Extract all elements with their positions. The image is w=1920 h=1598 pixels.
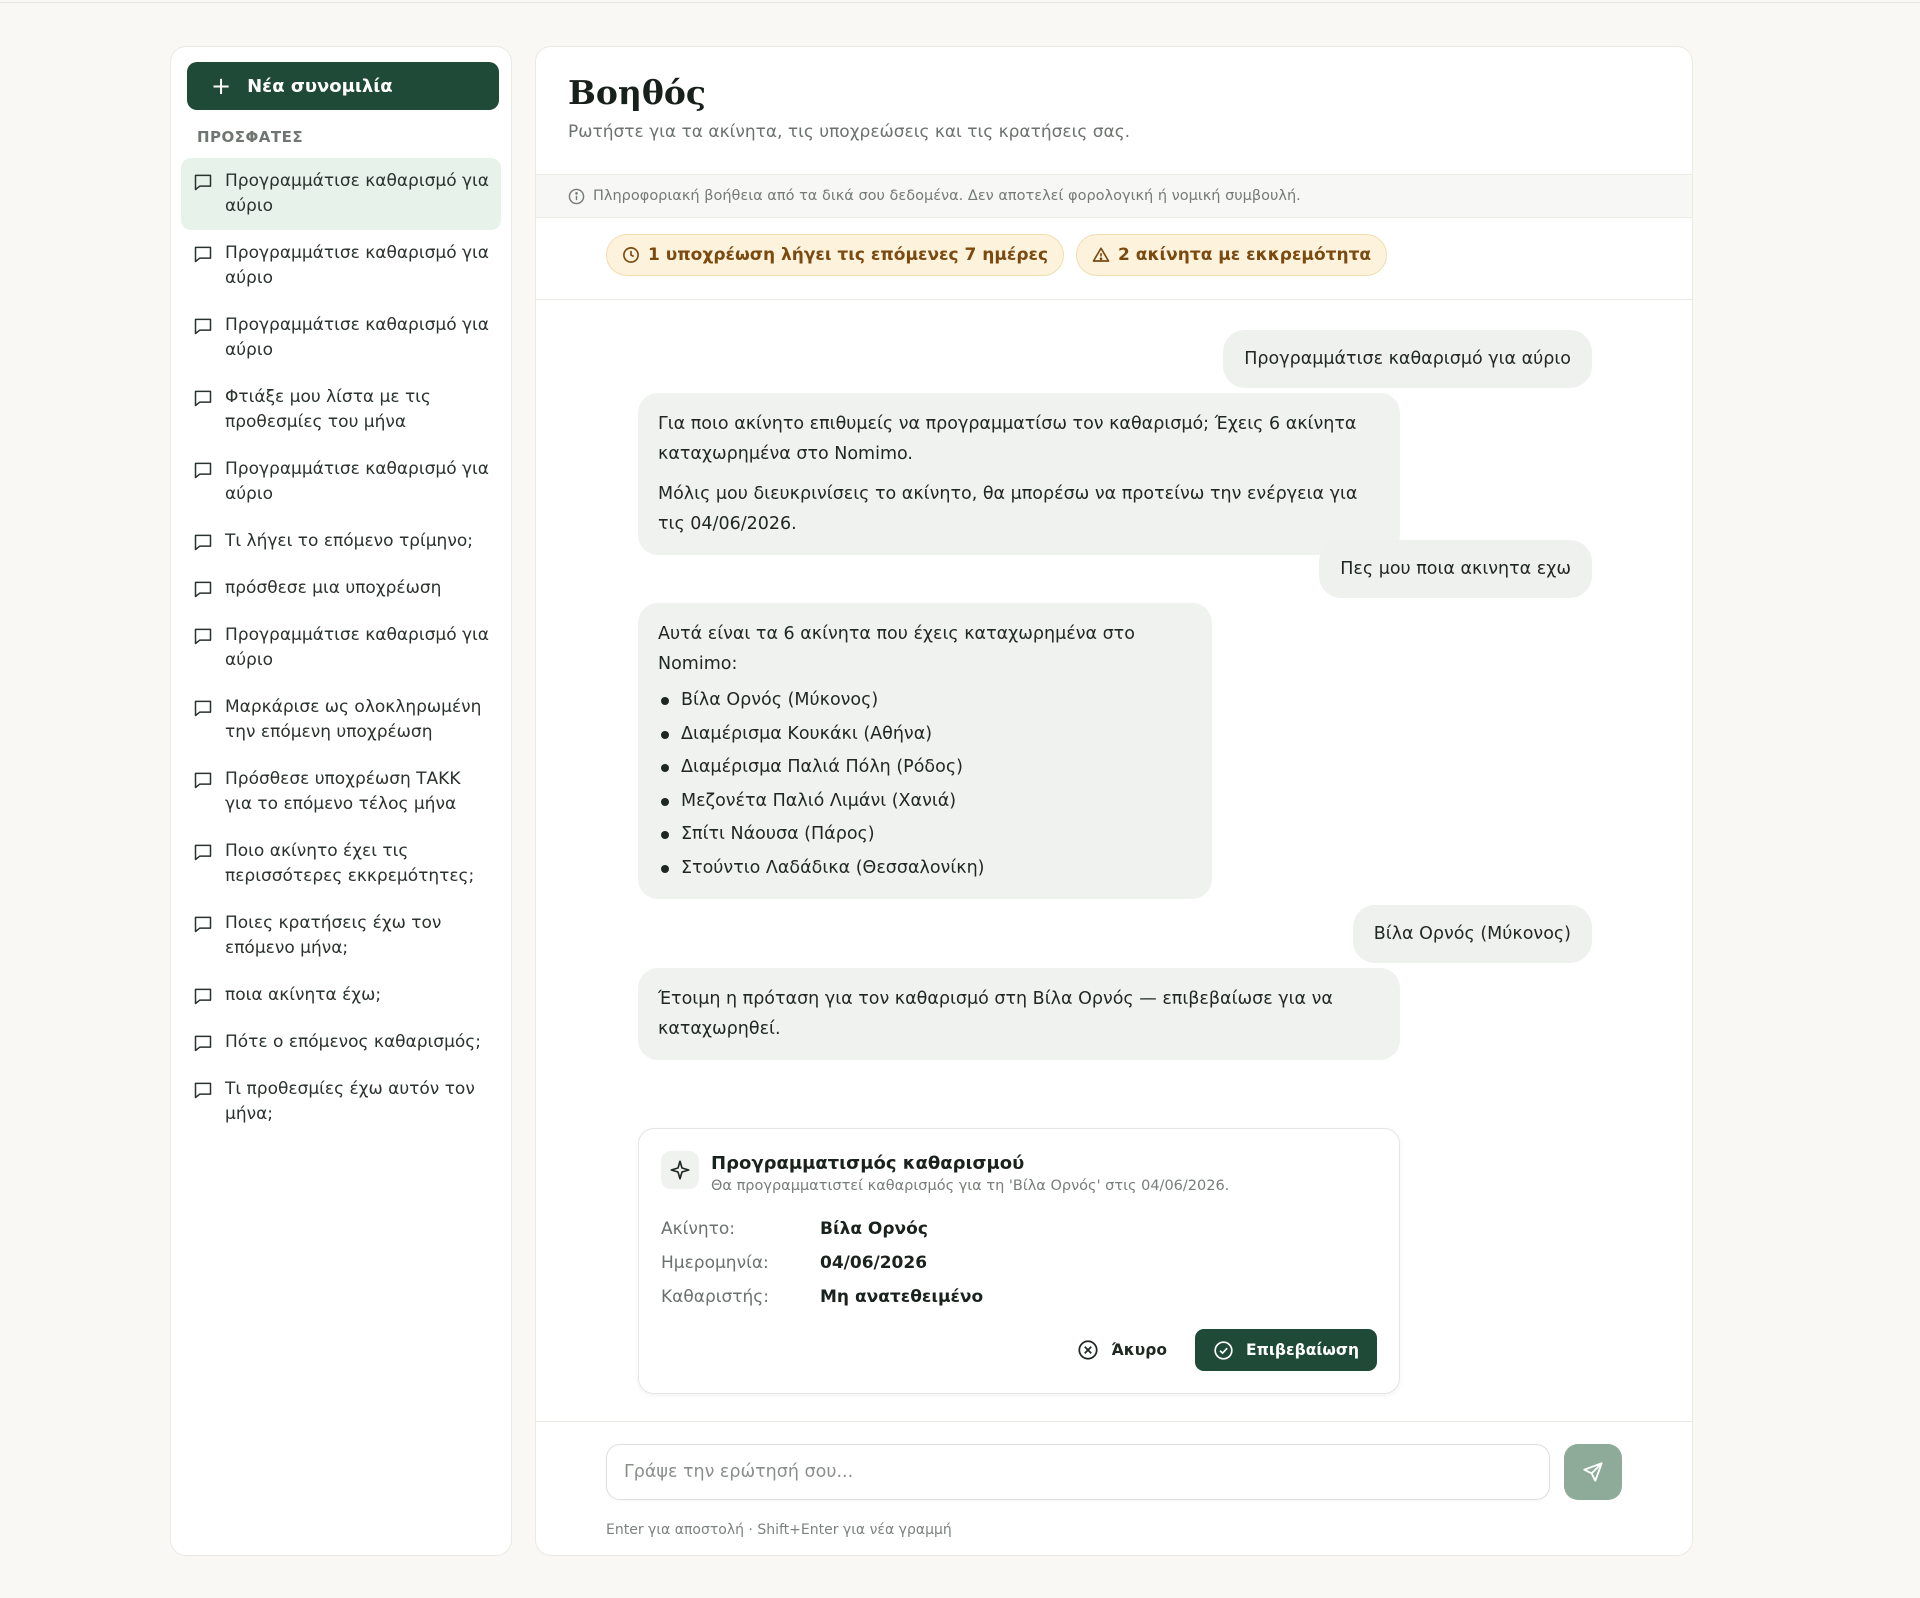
property-list-item: Βίλα Ορνός (Μύκονος) bbox=[658, 684, 1192, 718]
detail-value: Βίλα Ορνός bbox=[820, 1219, 928, 1239]
action-card-title: Προγραμματισμός καθαρισμού bbox=[711, 1153, 1025, 1174]
conversation-label: Ποιο ακίνητο έχει τις περισσότερες εκκρεμότητες; bbox=[225, 841, 475, 886]
user-message: Βίλα Ορνός (Μύκονος) bbox=[1353, 905, 1592, 963]
conversation-label: Μαρκάρισε ως ολοκληρωμένη την επόμενη υποχρέωση bbox=[225, 697, 482, 742]
action-card bbox=[638, 1128, 1400, 1394]
chat-bubble-icon bbox=[193, 172, 213, 192]
chat-bubble-icon bbox=[193, 914, 213, 934]
detail-label: Ημερομηνία: bbox=[661, 1253, 769, 1273]
obligations-badge[interactable] bbox=[606, 234, 1064, 276]
assistant-message bbox=[638, 603, 1212, 899]
conversation-item[interactable] bbox=[181, 828, 501, 900]
composer-hint: Enter για αποστολή · Shift+Enter για νέα γραμμή bbox=[606, 1522, 952, 1538]
chat-bubble-icon bbox=[193, 842, 213, 862]
user-message: Προγραμμάτισε καθαρισμό για αύριο bbox=[1223, 330, 1592, 388]
pending-badge[interactable] bbox=[1076, 234, 1387, 276]
property-list-item: Στούντιο Λαδάδικα (Θεσσαλονίκη) bbox=[658, 852, 1192, 886]
confirm-button-label: Επιβεβαίωση bbox=[1246, 1341, 1359, 1359]
conversation-item[interactable] bbox=[181, 302, 501, 374]
property-list-item: Μεζονέτα Παλιό Λιμάνι (Χανιά) bbox=[658, 785, 1192, 819]
property-list-item: Διαμέρισμα Παλιά Πόλη (Ρόδος) bbox=[658, 751, 1192, 785]
conversation-item[interactable] bbox=[181, 565, 501, 612]
conversation-label: ποια ακίνητα έχω; bbox=[225, 985, 382, 1005]
message-thread bbox=[536, 300, 1692, 1430]
conversation-label: πρόσθεσε μια υποχρέωση bbox=[225, 578, 442, 598]
conversation-label: Φτιάξε μου λίστα με τις προθεσμίες του μήνα bbox=[225, 387, 431, 432]
conversation-item[interactable] bbox=[181, 1066, 501, 1138]
action-card-subtitle: Θα προγραμματιστεί καθαρισμός για τη 'Βίλα Ορνός' στις 04/06/2026. bbox=[711, 1178, 1230, 1194]
clock-icon bbox=[622, 246, 640, 264]
check-circle-icon bbox=[1213, 1340, 1234, 1361]
detail-row-cleaner bbox=[661, 1280, 1377, 1314]
conversation-label: Πρόσθεσε υποχρέωση ΤΑΚΚ για το επόμενο τέλος μήνα bbox=[225, 769, 461, 814]
detail-value: Μη ανατεθειμένο bbox=[820, 1287, 984, 1307]
chat-bubble-icon bbox=[193, 316, 213, 336]
action-card-details bbox=[661, 1212, 1377, 1314]
detail-label: Καθαριστής: bbox=[661, 1287, 769, 1307]
alert-badges bbox=[536, 218, 1692, 300]
recent-section-label: ΠΡΟΣΦΑΤΕΣ bbox=[197, 128, 304, 146]
detail-row-property bbox=[661, 1212, 1377, 1246]
disclaimer-bar bbox=[536, 174, 1692, 218]
page-title: Βοηθός bbox=[568, 73, 707, 112]
disclaimer-text: Πληροφοριακή βοήθεια από τα δικά σου δεδομένα. Δεν αποτελεί φορολογική ή νομική συμβουλή. bbox=[593, 188, 1301, 204]
cancel-circle-icon bbox=[1077, 1339, 1099, 1361]
user-message: Πες μου ποια ακινητα εχω bbox=[1319, 540, 1592, 598]
conversation-item[interactable] bbox=[181, 972, 501, 1019]
info-icon bbox=[568, 188, 585, 205]
conversation-item[interactable] bbox=[181, 518, 501, 565]
chat-bubble-icon bbox=[193, 1080, 213, 1100]
conversation-item[interactable] bbox=[181, 1019, 501, 1066]
chat-bubble-icon bbox=[193, 698, 213, 718]
cancel-button[interactable] bbox=[1061, 1330, 1183, 1370]
property-list-item: Σπίτι Νάουσα (Πάρος) bbox=[658, 818, 1192, 852]
message-input[interactable] bbox=[606, 1444, 1550, 1500]
pending-badge-label: 2 ακίνητα με εκκρεμότητα bbox=[1118, 245, 1372, 265]
sparkle-icon bbox=[661, 1151, 699, 1189]
conversation-item[interactable] bbox=[181, 612, 501, 684]
conversation-item[interactable] bbox=[181, 684, 501, 756]
conversation-label: Τι προθεσμίες έχω αυτόν τον μήνα; bbox=[225, 1079, 475, 1124]
warning-icon bbox=[1092, 246, 1110, 264]
conversation-label: Προγραμμάτισε καθαρισμό για αύριο bbox=[225, 459, 490, 504]
conversation-label: Προγραμμάτισε καθαρισμό για αύριο bbox=[225, 625, 490, 670]
chat-bubble-icon bbox=[193, 626, 213, 646]
send-button[interactable] bbox=[1564, 1444, 1622, 1500]
conversation-label: Τι λήγει το επόμενο τρίμηνο; bbox=[225, 531, 473, 551]
assistant-message-text: Αυτά είναι τα 6 ακίνητα που έχεις καταχωρημένα στο Nomimo: bbox=[658, 624, 1135, 674]
detail-value: 04/06/2026 bbox=[820, 1253, 928, 1273]
chat-bubble-icon bbox=[193, 532, 213, 552]
top-divider bbox=[0, 2, 1920, 3]
chat-bubble-icon bbox=[193, 244, 213, 264]
assistant-message bbox=[638, 968, 1400, 1060]
obligations-badge-label: 1 υποχρέωση λήγει τις επόμενες 7 ημέρες bbox=[648, 245, 1049, 265]
action-card-header bbox=[661, 1151, 1377, 1194]
detail-row-date bbox=[661, 1246, 1377, 1280]
conversation-label: Ποιες κρατήσεις έχω τον επόμενο μήνα; bbox=[225, 913, 442, 958]
action-card-buttons bbox=[1061, 1329, 1377, 1371]
new-chat-label: Νέα συνομιλία bbox=[247, 75, 393, 97]
property-list bbox=[658, 684, 1192, 885]
conversation-label: Προγραμμάτισε καθαρισμό για αύριο bbox=[225, 171, 490, 216]
cancel-button-label: Άκυρο bbox=[1111, 1341, 1168, 1359]
property-list-item: Διαμέρισμα Κουκάκι (Αθήνα) bbox=[658, 718, 1192, 752]
assistant-message-text: Μόλις μου διευκρινίσεις το ακίνητο, θα μπορέσω να προτείνω την ενέργεια για τις 04/06/2026. bbox=[658, 484, 1358, 534]
assistant-message bbox=[638, 393, 1400, 555]
conversation-label: Πότε ο επόμενος καθαρισμός; bbox=[225, 1032, 481, 1052]
confirm-button[interactable] bbox=[1195, 1329, 1377, 1371]
chat-bubble-icon bbox=[193, 1033, 213, 1053]
conversation-item[interactable] bbox=[181, 900, 501, 972]
sidebar bbox=[170, 46, 512, 1556]
conversation-item[interactable] bbox=[181, 756, 501, 828]
send-icon bbox=[1582, 1461, 1604, 1483]
assistant-message-text: Για ποιο ακίνητο επιθυμείς να προγραμματίσω τον καθαρισμό; Έχεις 6 ακίνητα καταχωρημένα στο Nomimo. bbox=[658, 414, 1357, 464]
conversation-item[interactable] bbox=[181, 446, 501, 518]
conversation-list bbox=[181, 158, 501, 1138]
chat-bubble-icon bbox=[193, 986, 213, 1006]
assistant-message-text: Έτοιμη η πρόταση για τον καθαρισμό στη Βίλα Ορνός — επιβεβαίωσε για να καταχωρηθεί. bbox=[658, 989, 1333, 1039]
conversation-label: Προγραμμάτισε καθαρισμό για αύριο bbox=[225, 315, 490, 360]
chat-bubble-icon bbox=[193, 770, 213, 790]
chat-bubble-icon bbox=[193, 388, 213, 408]
assistant-panel bbox=[535, 46, 1693, 1556]
page-subtitle: Ρωτήστε για τα ακίνητα, τις υποχρεώσεις και τις κρατήσεις σας. bbox=[568, 122, 1131, 142]
detail-label: Ακίνητο: bbox=[661, 1219, 736, 1239]
conversation-label: Προγραμμάτισε καθαρισμό για αύριο bbox=[225, 243, 490, 288]
conversation-item[interactable] bbox=[181, 158, 501, 230]
conversation-item[interactable] bbox=[181, 374, 501, 446]
chat-bubble-icon bbox=[193, 460, 213, 480]
chat-bubble-icon bbox=[193, 579, 213, 599]
conversation-item[interactable] bbox=[181, 230, 501, 302]
new-chat-button[interactable] bbox=[187, 62, 499, 110]
header bbox=[536, 47, 1692, 174]
plus-icon: + bbox=[211, 72, 232, 100]
composer bbox=[536, 1421, 1693, 1556]
